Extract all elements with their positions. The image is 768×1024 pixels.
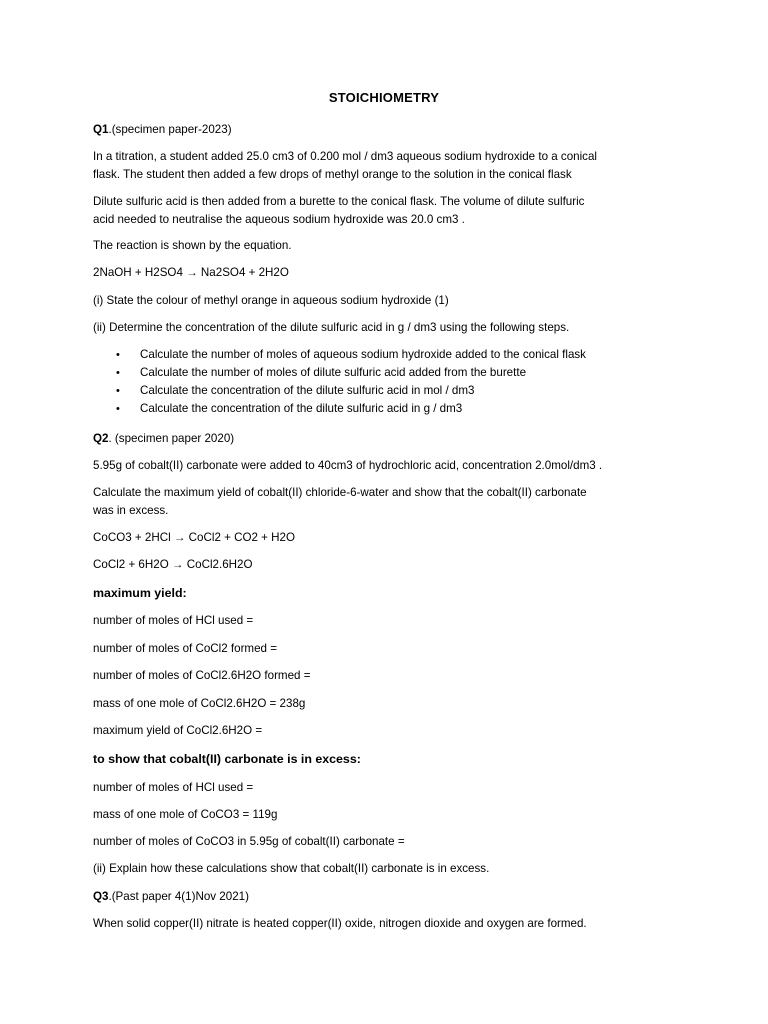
q3-heading (93, 888, 683, 906)
q2-heading (93, 430, 683, 448)
q3-label: Q3 (93, 890, 109, 903)
excess-line-4: (ii) Explain how these calculations show that cobalt(II) carbonate is in excess. (93, 862, 490, 875)
q1-steps-list (93, 346, 683, 418)
q1-part-i: (i) State the colour of methyl orange in aqueous sodium hydroxide (1) (93, 294, 449, 307)
q1-label: Q1 (93, 123, 109, 136)
list-item: • Calculate the number of moles of dilute sulfuric acid added from the burette (93, 364, 683, 382)
list-item: • Calculate the number of moles of aqueous sodium hydroxide added to the conical flask (93, 346, 683, 364)
excess-line-2: mass of one mole of CoCO3 = 119g (93, 808, 278, 821)
q2-source: . (specimen paper 2020) (108, 432, 235, 445)
page-title: STOICHIOMETRY (328, 90, 440, 105)
q1-equation: 2NaOH + H2SO4 → Na2SO4 + 2H2O (93, 266, 289, 279)
excess-line-1: number of moles of HCl used = (93, 781, 254, 794)
max-yield-heading: maximum yield: (93, 586, 187, 600)
q2-equation-1: CoCO3 + 2HCl → CoCl2 + CO2 + H2O (93, 531, 295, 544)
q1-heading (93, 121, 683, 139)
q1-part-ii: (ii) Determine the concentration of the dilute sulfuric acid in g / dm3 using the following steps. (93, 321, 570, 334)
q1-para1-line1: In a titration, a student added 25.0 cm3 of 0.200 mol / dm3 aqueous sodium hydroxide to a conical (93, 150, 597, 163)
q3-source: .(Past paper 4(1)Nov 2021) (108, 890, 249, 903)
max-yield-line-4: mass of one mole of CoCl2.6H2O = 238g (93, 697, 306, 710)
q1-reaction-intro: The reaction is shown by the equation. (93, 239, 292, 252)
bullet-icon: • (116, 367, 120, 379)
q1-para2-line2: acid needed to neutralise the aqueous sodium hydroxide was 20.0 cm3 . (93, 213, 465, 226)
list-item: • Calculate the concentration of the dilute sulfuric acid in mol / dm3 (93, 382, 683, 400)
q1-para2-line1: Dilute sulfuric acid is then added from a burette to the conical flask. The volume of dilute sulfuric (93, 195, 585, 208)
q2-intro: 5.95g of cobalt(II) carbonate were added to 40cm3 of hydrochloric acid, concentration 2.0mol/dm3 . (93, 459, 603, 472)
max-yield-line-1: number of moles of HCl used = (93, 614, 254, 627)
excess-line-3: number of moles of CoCO3 in 5.95g of cobalt(II) carbonate = (93, 835, 405, 848)
q2-task-line2: was in excess. (93, 504, 169, 517)
max-yield-line-5: maximum yield of CoCl2.6H2O = (93, 724, 263, 737)
max-yield-line-3: number of moles of CoCl2.6H2O formed = (93, 669, 311, 682)
q2-label: Q2 (93, 432, 109, 445)
bullet-icon: • (116, 403, 120, 415)
max-yield-line-2: number of moles of CoCl2 formed = (93, 642, 277, 655)
bullet-icon: • (116, 349, 120, 361)
q1-para1-line2: flask. The student then added a few drops of methyl orange to the solution in the conical flask (93, 168, 572, 181)
q3-intro: When solid copper(II) nitrate is heated copper(II) oxide, nitrogen dioxide and oxygen are formed. (93, 917, 587, 930)
list-item: • Calculate the concentration of the dilute sulfuric acid in g / dm3 (93, 400, 683, 418)
q2-equation-2: CoCl2 + 6H2O → CoCl2.6H2O (93, 558, 253, 571)
q1-source: .(specimen paper-2023) (108, 123, 232, 136)
excess-heading: to show that cobalt(II) carbonate is in excess: (93, 752, 361, 766)
q2-task-line1: Calculate the maximum yield of cobalt(II) chloride-6-water and show that the cobalt(II) carbonate (93, 486, 587, 499)
bullet-icon: • (116, 385, 120, 397)
